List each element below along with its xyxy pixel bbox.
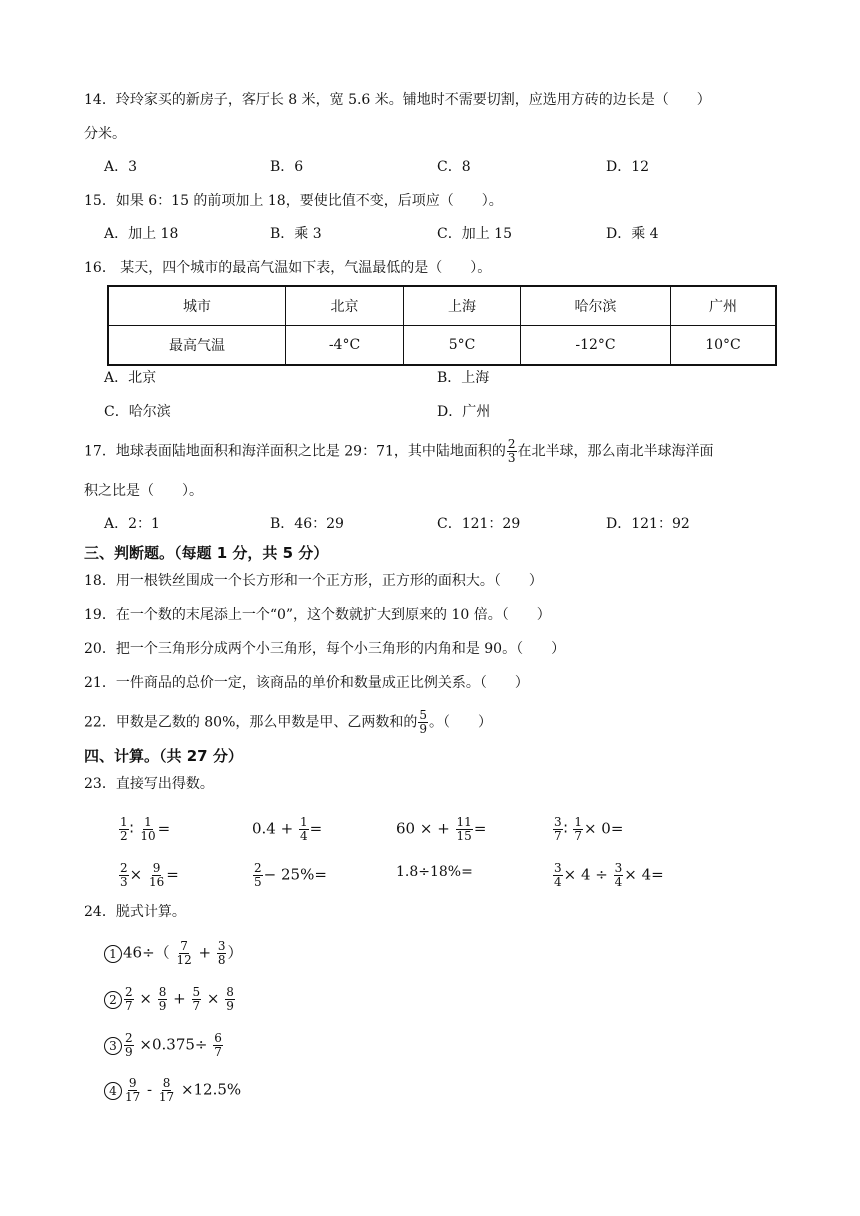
- numerator: 5: [419, 708, 428, 722]
- table-cell: -4°C: [286, 326, 404, 366]
- table-row: [108, 286, 776, 326]
- calc-step-expression: 4 $\frac{9}{17}$ - $\frac{8}{17}$ ×12.5%: [104, 1077, 241, 1104]
- fraction: [418, 709, 428, 736]
- table-cell: -12°C: [521, 326, 671, 366]
- table-row: [108, 326, 776, 366]
- section-4-heading: 四、计算。（共 27 分）: [84, 747, 243, 765]
- q14-text: 14．玲玲家买的新房子，客厅长 8 米，宽 5.6 米。铺地时不需要切割，应选用方砖的边长是（ ）: [84, 92, 711, 108]
- circled-number: 4: [104, 1082, 122, 1100]
- q22-text: [84, 709, 492, 736]
- calc-expression: $\frac{3}{4}$ × 4 ÷ $\frac{3}{4}$ × 4=: [554, 861, 664, 889]
- q17-option-a[interactable]: A．2：1: [104, 516, 160, 532]
- q18-text: 18．用一根铁丝围成一个长方形和一个正方形，正方形的面积大。（ ）: [84, 573, 543, 589]
- q17-option-b[interactable]: B．46：29: [270, 516, 344, 532]
- numerator: 2: [507, 437, 516, 451]
- q15-option-c[interactable]: C．加上 15: [437, 226, 512, 242]
- section-3-heading: 三、判断题。（每题 1 分，共 5 分）: [84, 544, 329, 562]
- q21-text: 21．一件商品的总价一定，该商品的单价和数量成正比例关系。（ ）: [84, 675, 529, 691]
- q15-option-b[interactable]: B．乘 3: [270, 226, 322, 242]
- calc-expression: $\frac{1}{2}$ ∶ $\frac{1}{10}$ =: [120, 815, 171, 843]
- q16-option-c[interactable]: C．哈尔滨: [104, 404, 171, 420]
- q17-option-d[interactable]: D．121：92: [606, 516, 690, 532]
- q17-option-c[interactable]: C．121：29: [437, 516, 521, 532]
- calc-step-expression: 2 $\frac{2}{7}$ × $\frac{8}{9}$ + $\frac{5}{7}$ × $\frac{8}{9}$: [104, 986, 236, 1013]
- calc-step-expression: 3 $\frac{2}{9}$ ×0.375÷ $\frac{6}{7}$: [104, 1032, 224, 1059]
- q14-option-c[interactable]: C．8: [437, 159, 471, 175]
- q17-text-a: 17．地球表面陆地面积和海洋面积之比是 29：71，其中陆地面积的: [84, 443, 506, 460]
- q17-text-b: 在北半球，那么南北半球海洋面: [517, 443, 714, 460]
- calc-expression: 60 × + $\frac{11}{15}$ =: [396, 815, 487, 843]
- circled-number: 1: [104, 945, 122, 963]
- calc-expression: $\frac{2}{5}$ − 25%=: [254, 861, 327, 889]
- q22-text-a: 22．甲数是乙数的 80%，那么甲数是甲、乙两数和的: [84, 714, 418, 731]
- q22-text-b: 。（ ）: [429, 714, 493, 731]
- q17-text-cont: 积之比是（ ）。: [84, 483, 203, 499]
- q19-text: 19．在一个数的末尾添上一个“0”，这个数就扩大到原来的 10 倍。（ ）: [84, 607, 551, 623]
- temperature-table: [107, 285, 777, 366]
- circled-number: 3: [104, 1037, 122, 1055]
- circled-number: 2: [104, 991, 122, 1009]
- q14-option-a[interactable]: A．3: [104, 159, 138, 175]
- table-cell: 5°C: [404, 326, 521, 366]
- q16-option-a[interactable]: A．北京: [104, 370, 157, 386]
- q15-option-a[interactable]: A．加上 18: [104, 226, 179, 242]
- table-cell: 北京: [286, 286, 404, 326]
- table-cell: 城市: [108, 286, 286, 326]
- q15-text: 15．如果 6：15 的前项加上 18，要使比值不变，后项应（ ）。: [84, 193, 503, 209]
- table-cell: 最高气温: [108, 326, 286, 366]
- table-cell: 10°C: [671, 326, 777, 366]
- calc-expression: $\frac{3}{7}$ ∶ $\frac{1}{7}$ × 0=: [554, 815, 624, 843]
- q17-text: [84, 438, 714, 465]
- table-cell: 哈尔滨: [521, 286, 671, 326]
- q20-text: 20．把一个三角形分成两个小三角形，每个小三角形的内角和是 90。（ ）: [84, 641, 566, 657]
- q16-option-b[interactable]: B．上海: [437, 370, 490, 386]
- fraction: [507, 438, 517, 465]
- denominator: 3: [507, 451, 516, 465]
- calc-expression: 1.8÷18%=: [396, 864, 473, 880]
- calc-step-expression: 1 46÷（ $\frac{7}{12}$ + $\frac{3}{8}$ ）: [104, 940, 242, 967]
- table-cell: 上海: [404, 286, 521, 326]
- q24-text: 24．脱式计算。: [84, 904, 186, 920]
- q15-option-d[interactable]: D．乘 4: [606, 226, 659, 242]
- calc-expression: 0.4 + $\frac{1}{4}$ =: [252, 815, 323, 843]
- q14-text-cont: 分米。: [84, 126, 126, 142]
- table-cell: 广州: [671, 286, 777, 326]
- calc-expression: $\frac{2}{3}$ × $\frac{9}{16}$ =: [120, 861, 179, 889]
- q14-option-d[interactable]: D．12: [606, 159, 650, 175]
- q16-text: 16． 某天，四个城市的最高气温如下表，气温最低的是（ ）。: [84, 260, 492, 276]
- q23-text: 23．直接写出得数。: [84, 776, 214, 792]
- q14-option-b[interactable]: B．6: [270, 159, 304, 175]
- q16-option-d[interactable]: D．广州: [437, 404, 491, 420]
- denominator: 9: [419, 722, 428, 736]
